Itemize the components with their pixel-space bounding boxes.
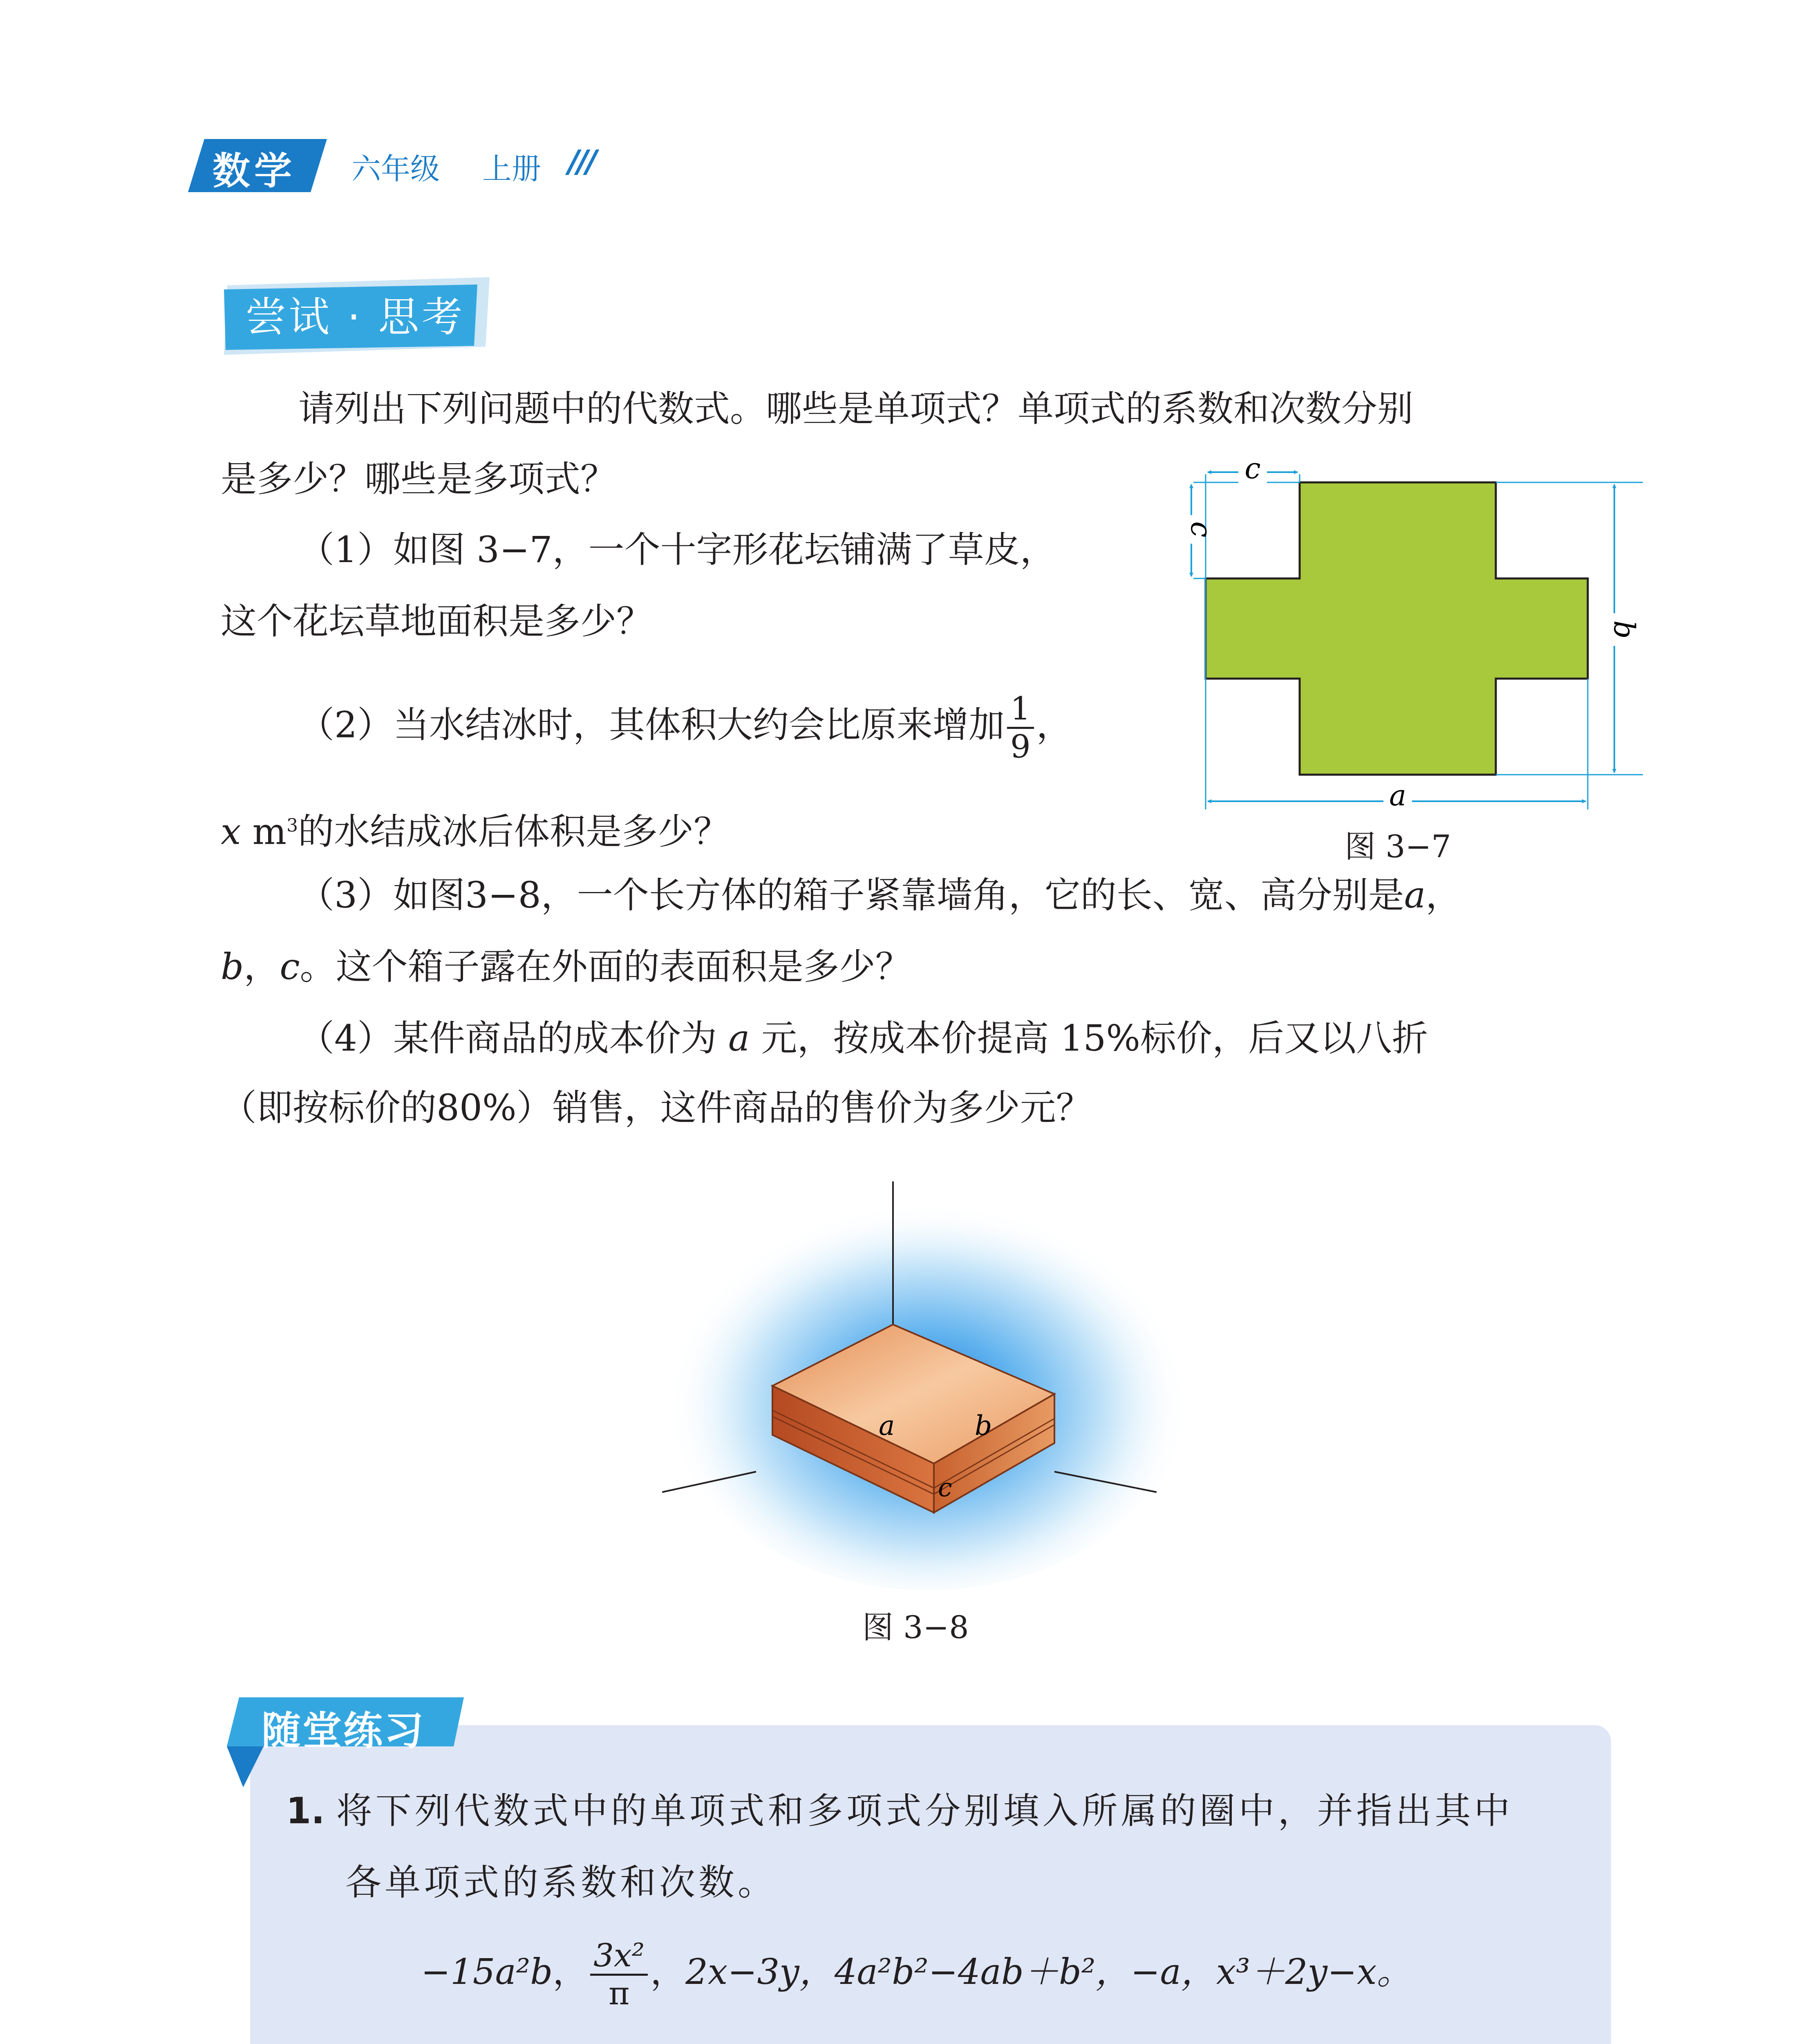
variable-a: a <box>1404 874 1426 916</box>
variable-b: b <box>221 946 244 988</box>
figure-3-8-caption: 图 3−8 <box>862 1609 969 1645</box>
fraction-numerator: 3x² <box>590 1938 648 1976</box>
figure-cross-diagram <box>1161 450 1651 858</box>
comma: ， <box>1036 704 1072 746</box>
question-4-text-b: 元，按成本价提高 15%标价，后又以八折 <box>761 1017 1428 1059</box>
expression-rest: 2x−3y，4a²b²−4ab＋b²，−a，x³＋2y−x。 <box>685 1952 1412 1992</box>
header-grade: 六年级 <box>351 152 440 186</box>
variable-c: c <box>280 946 300 988</box>
practice-q1-line-2: 各单项式的系数和次数。 <box>345 1861 777 1903</box>
label-c-side: c <box>1184 521 1218 538</box>
expression-fraction <box>590 1938 648 2012</box>
section-tag: 尝试 · 思考 <box>245 293 465 341</box>
practice-q-text: 将下列代数式中的单项式和多项式分别填入所属的圈中，并指出其中 <box>336 1790 1513 1832</box>
header-slash-decoration: /// <box>568 143 595 179</box>
cross-shape <box>1206 482 1588 775</box>
practice-q-number: 1. <box>286 1790 325 1832</box>
practice-tag: 随堂练习 <box>262 1708 425 1754</box>
intro-line-1: 请列出下列问题中的代数式。哪些是单项式？单项式的系数和次数分别 <box>298 388 1414 430</box>
fraction-one-ninth <box>1007 691 1034 765</box>
label-b: b <box>1607 620 1641 639</box>
question-3-text-2: 。这个箱子露在外面的表面积是多少？ <box>300 946 911 988</box>
variable-a: a <box>728 1017 750 1059</box>
unit-exponent: 3 <box>286 815 298 836</box>
question-3-text: （3）如图3−8，一个长方体的箱子紧靠墙角，它的长、宽、高分别是 <box>298 874 1404 916</box>
box-label-c: c <box>938 1472 952 1502</box>
practice-q1-line-1 <box>286 1786 1513 1836</box>
comma: ， <box>244 946 280 988</box>
question-3-line-1 <box>298 871 1461 920</box>
fraction-denominator: π <box>609 1975 630 2012</box>
box-label-b: b <box>975 1410 992 1441</box>
label-c-top: c <box>1244 452 1261 485</box>
question-4-text: （4）某件商品的成本价为 <box>298 1017 717 1059</box>
label-a: a <box>1389 779 1406 812</box>
header-volume: 上册 <box>482 152 542 186</box>
comma: ， <box>650 1952 686 1992</box>
figure-box-diagram <box>662 1181 1193 1590</box>
unit-m: m <box>252 810 287 853</box>
question-1-line-2: 这个花坛草地面积是多少？ <box>221 600 653 642</box>
question-3-line-2 <box>221 942 911 991</box>
fraction-numerator: 1 <box>1007 691 1034 729</box>
fraction-denominator: 9 <box>1010 728 1031 765</box>
figure-3-7-caption: 图 3−7 <box>1345 828 1451 865</box>
question-1-line-1: （1）如图 3−7，一个十字形花坛铺满了草皮， <box>298 529 1056 571</box>
header-subject: 数学 <box>213 149 296 193</box>
comma: ， <box>1426 874 1462 916</box>
intro-line-2: 是多少？哪些是多项式？ <box>221 458 617 500</box>
question-4-line-1 <box>298 1014 1428 1063</box>
question-2-line-1 <box>298 691 1072 765</box>
variable-x: x <box>221 810 241 853</box>
expression-monomial-1: −15a²b <box>421 1952 553 1992</box>
question-2-line-2 <box>221 801 730 856</box>
question-4-line-2: （即按标价的80%）销售，这件商品的售价为多少元？ <box>221 1087 1092 1129</box>
box-label-a: a <box>879 1410 895 1441</box>
practice-expression-list <box>421 1938 1412 2012</box>
comma: ， <box>553 1952 588 1992</box>
question-2-text-2: 的水结成冰后体积是多少？ <box>298 810 730 853</box>
question-2-text: （2）当水结冰时，其体积大约会比原来增加 <box>298 704 1005 746</box>
